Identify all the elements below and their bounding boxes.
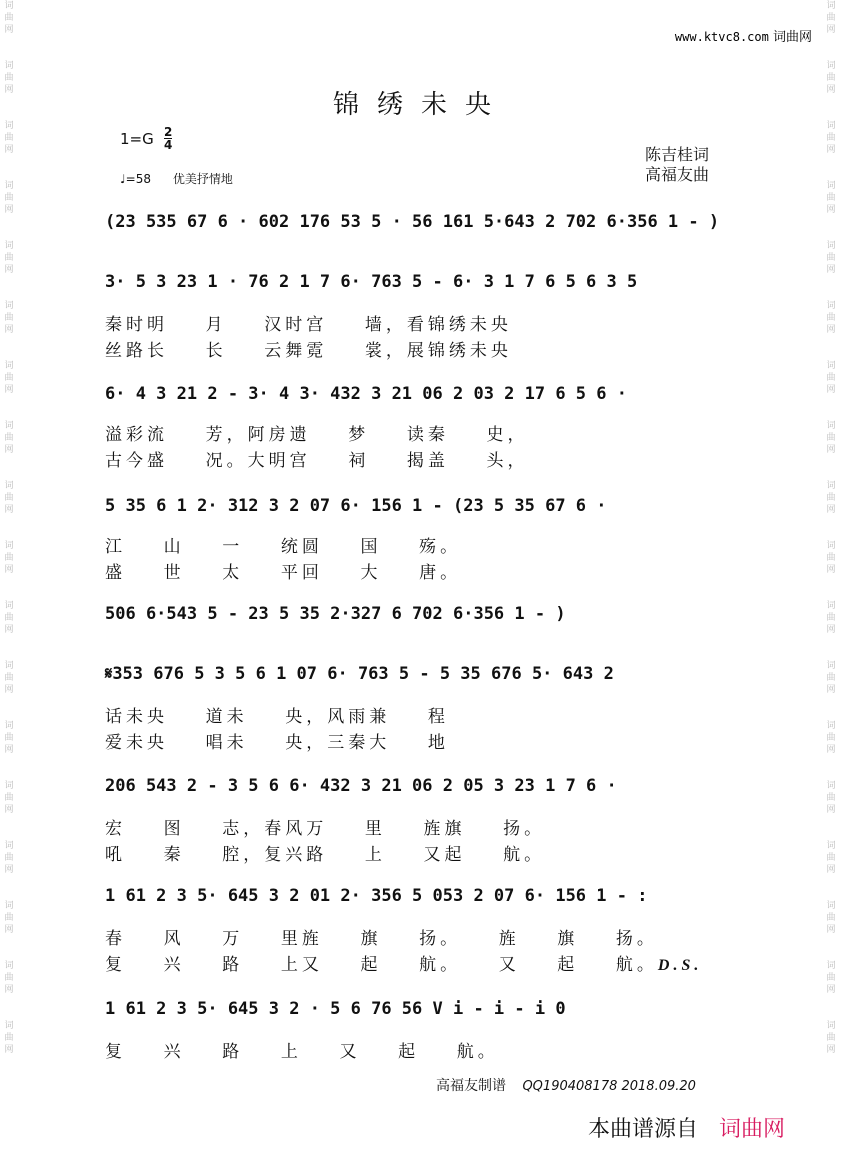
score-system-2 [105,268,740,364]
watermark-text: 词曲网 [4,361,14,395]
source-brand[interactable]: 词曲网 [719,1117,786,1142]
score-system-4 [105,492,740,586]
notation-line: 206 543 2 - 3 5 6 6· 432 3 21 06 2 05 3 23 1 7 6 · [105,776,617,796]
lyric-verse-2: 吼 秦 腔，复兴路 上 又起 航。 [105,845,546,865]
notation-line: 6· 4 3 21 2 - 3· 4 3· 432 3 21 06 2 03 2 17 6 5 6 · [105,384,627,404]
watermark-text: 词曲网 [826,781,836,815]
key-signature: 1=G [120,130,154,148]
watermark-text: 词曲网 [4,1021,14,1055]
tempo-mark: ♩=58 [120,172,151,186]
composer-credit: 高福友曲 [645,165,710,184]
watermark-text: 词曲网 [4,181,14,215]
notation-line: 1 61 2 3 5· 645 3 2 · 5 6 76 56 V i - i - i 0 [105,999,566,1019]
segno-mark: 𝄋 [105,664,113,684]
watermark-text: 词曲网 [4,61,14,95]
watermark-text: 词曲网 [4,541,14,575]
lyric-verse-2: 爱未央 唱未 央，三秦大 地 [105,733,449,753]
tempo-description: 优美抒情地 [172,172,233,186]
watermark-text: 词曲网 [826,61,836,95]
dal-segno-mark: D.S. [657,957,703,974]
notation-line: 506 6·543 5 - 23 5 35 2·327 6 702 6·356 1 - ) [105,604,566,624]
watermark-text: 词曲网 [4,241,14,275]
lyric-verse-1: 春 风 万 里旌 旗 扬。 旌 旗 扬。 [105,929,658,949]
watermark-text: 词曲网 [4,841,14,875]
score-system-8 [105,882,740,979]
score-system-5 [105,600,740,628]
watermark-text: 词曲网 [4,601,14,635]
watermark-text: 词曲网 [4,961,14,995]
score-system-7 [105,772,740,868]
credits [645,145,709,185]
score-system-1 [105,208,740,236]
watermark-text: 词曲网 [826,301,836,335]
watermark-text: 词曲网 [4,1,14,35]
watermark-text: 词曲网 [4,721,14,755]
watermark-text: 词曲网 [826,181,836,215]
lyric-verse-2: 丝路长 长 云舞霓 裳，展锦绣未央 [105,341,512,361]
watermark-text: 词曲网 [826,841,836,875]
watermark-text: 词曲网 [826,481,836,515]
time-signature-top: 2 [164,125,173,139]
source-label: 本曲谱源自 [588,1117,699,1142]
right-watermark-strip [824,0,838,1171]
watermark-text: 词曲网 [826,901,836,935]
lyric-verse-1: 秦时明 月 汉时宫 墙，看锦绣未央 [105,315,512,335]
lyric-verse-2: 盛 世 太 平回 大 唐。 [105,563,462,583]
notation-line: 1 61 2 3 5· 645 3 2 01 2· 356 5 053 2 07 6· 156 1 - : [105,886,648,906]
site-name: 词曲网 [772,30,812,45]
watermark-text: 词曲网 [4,901,14,935]
watermark-text: 词曲网 [826,121,836,155]
watermark-text: 词曲网 [4,481,14,515]
lyric-verse-2: 复 兴 路 上又 起 航。 又 起 航。D.S. [105,955,703,975]
time-signature-bottom: 4 [164,138,173,152]
lyric-verse-1: 江 山 一 统圆 国 殇。 [105,537,462,557]
arranger-credit: 高福友制谱 [436,1078,506,1094]
lyric-verse-1: 复 兴 路 上 又 起 航。 [105,1042,499,1062]
watermark-text: 词曲网 [4,661,14,695]
lyric-verse-2: 古今盛 况。大明宫 祠 揭盖 头， [105,451,529,471]
score-system-3 [105,380,740,474]
tempo [120,170,233,187]
watermark-text: 词曲网 [826,241,836,275]
watermark-text: 词曲网 [826,721,836,755]
lyric-verse-1: 话未央 道未 央，风雨兼 程 [105,707,449,727]
notation-line: 𝄋353 676 5 3 5 6 1 07 6· 763 5 - 5 35 676 5· 643 2 [105,664,614,684]
notation-line: 3· 5 3 23 1 · 76 2 1 7 6· 763 5 - 6· 3 1 7 6 5 6 3 5 [105,272,638,292]
watermark-text: 词曲网 [826,541,836,575]
watermark-text: 词曲网 [4,421,14,455]
watermark-text: 词曲网 [826,661,836,695]
watermark-text: 词曲网 [826,361,836,395]
site-url[interactable]: www.ktvc8.com [674,30,769,44]
lyric-verse-1: 溢彩流 芳，阿房遗 梦 读秦 史， [105,425,529,445]
score-system-6 [105,660,740,756]
watermark-text: 词曲网 [826,1021,836,1055]
site-header [675,26,812,45]
lyric-verse-1: 宏 图 志，春风万 里 旌旗 扬。 [105,819,546,839]
qq-date: QQ190408178 2018.09.20 [522,1079,696,1094]
score-system-9 [105,995,740,1065]
watermark-text: 词曲网 [4,121,14,155]
watermark-text: 词曲网 [826,1,836,35]
source-banner [588,1112,785,1143]
lyricist-credit: 陈吉桂词 [645,145,710,164]
arranger-footer [436,1075,696,1095]
watermark-text: 词曲网 [826,601,836,635]
notation-line: 5 35 6 1 2· 312 3 2 07 6· 156 1 - (23 5 35 67 6 · [105,496,607,516]
watermark-text: 词曲网 [826,961,836,995]
time-signature [164,126,172,151]
watermark-text: 词曲网 [4,301,14,335]
notation-line: (23 535 67 6 · 602 176 53 5 · 56 161 5·643 2 702 6·356 1 - ) [105,212,720,232]
song-title: 锦绣未央 [332,90,509,120]
left-watermark-strip [2,0,16,1171]
watermark-text: 词曲网 [4,781,14,815]
watermark-text: 词曲网 [826,421,836,455]
